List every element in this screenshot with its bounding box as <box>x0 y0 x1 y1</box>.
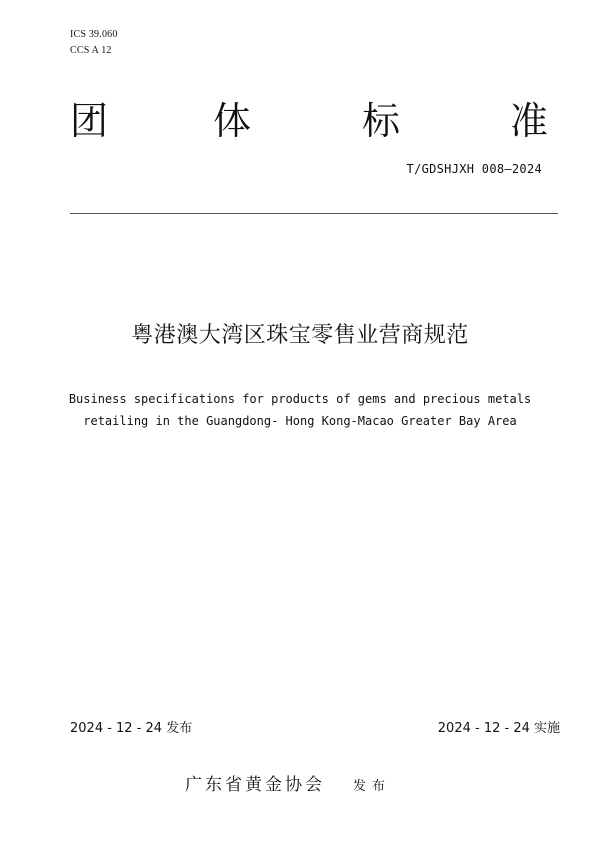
title-english <box>0 388 600 432</box>
title-english-line-1: Business specifications for products of gems and precious metals <box>68 392 532 406</box>
standard-type-char: 准 <box>510 99 549 143</box>
standard-number: T/GDSHJXH 008—2024 <box>406 162 542 176</box>
standard-type-char: 标 <box>362 99 401 143</box>
issuing-organization: 广东省黄金协会 <box>185 775 325 795</box>
standard-type-char: 团 <box>70 99 109 143</box>
publish-date: 2024 - 12 - 24 发布 <box>70 721 193 736</box>
implement-date: 2024 - 12 - 24 实施 <box>437 721 560 736</box>
ics-code: ICS 39.060 <box>70 29 118 40</box>
issuer-line <box>185 770 391 795</box>
header-divider <box>70 213 558 214</box>
issue-action: 发布 <box>353 779 392 794</box>
ccs-code: CCS A 12 <box>70 45 112 56</box>
title-english-line-2: retailing in the Guangdong- Hong Kong-Macao Greater Bay Area <box>83 414 517 428</box>
standard-type-heading <box>70 96 550 146</box>
standard-type-char: 体 <box>213 99 252 143</box>
title-chinese: 粤港澳大湾区珠宝零售业营商规范 <box>131 323 469 348</box>
